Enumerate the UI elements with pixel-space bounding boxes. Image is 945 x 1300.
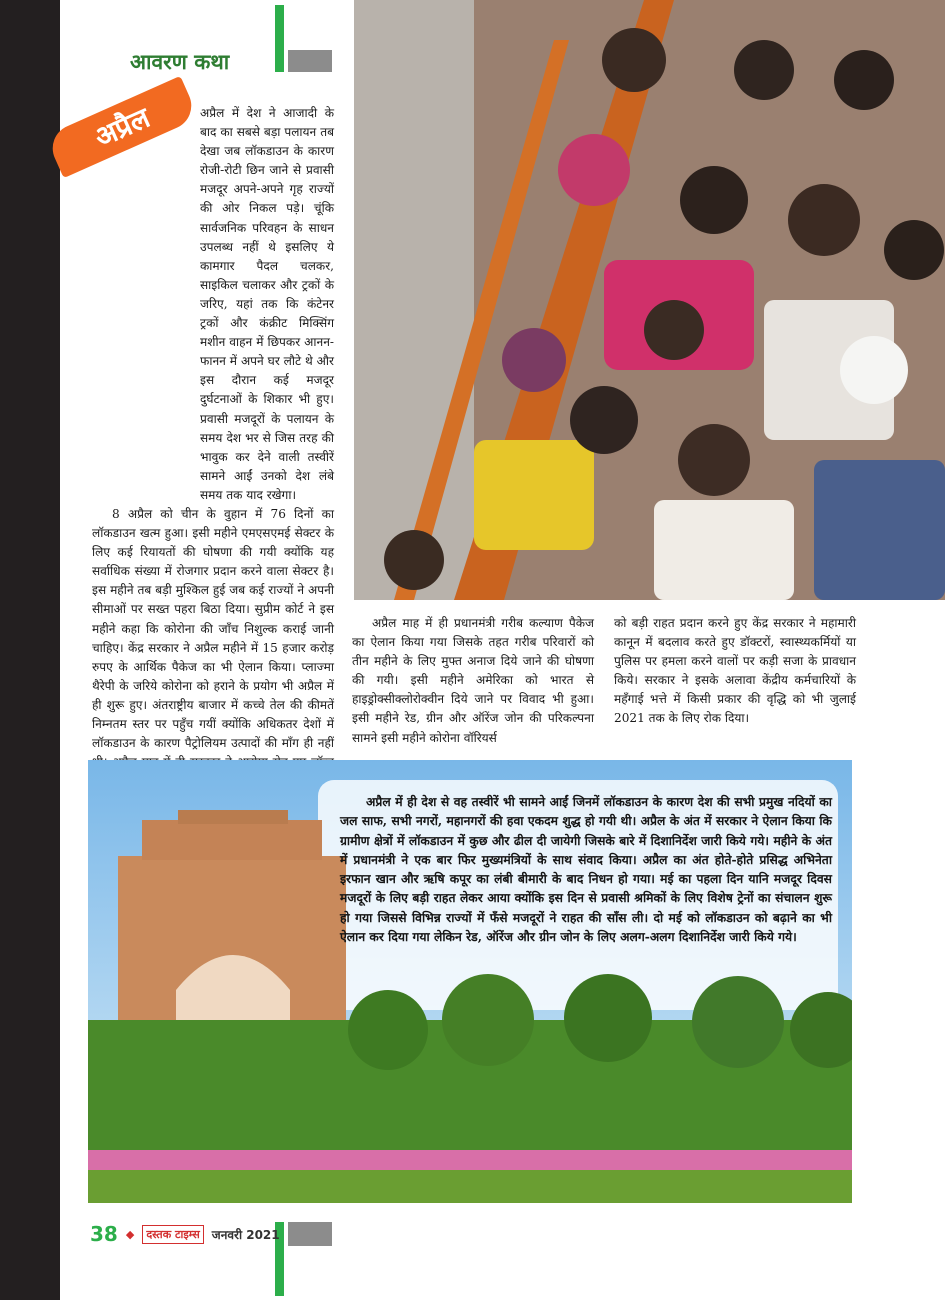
migrant-crowd-photo (354, 0, 945, 600)
left-column (92, 104, 334, 849)
footer-separator: ◆ (125, 1227, 135, 1241)
page-number: 38 (90, 1222, 118, 1246)
left-paragraph-2: 8 अप्रैल को चीन के वुहान में 76 दिनों का लॉकडाउन खत्म हुआ। इसी महीने एमएसएमई सेक्टर के लिए कई रियायतों की घोषणा की गयी क्योंकि यह सर्वाधिक संख्या में रोजगार प्रदान करने वाला सेक्टर है। इस महीने तब बड़ी मुश्किल हुई जब कई राज्यों ने अपनी सीमाओं पर सख्त पहरा बिठा दिया। सुप्रीम कोर्ट ने इस महीने कहा कि कोरोना की जाँच निशुल्क कराई जानी चाहिए। केंद्र सरकार ने अप्रैल महीने में 15 हजार करोड़ रुपए के आर्थिक पैकेज का भी ऐलान किया। प्लाज्मा थैरेपी के जरिये कोरोना को हराने के प्रयोग भी अप्रैल में ही शुरू हुए। अंतराष्ट्रीय बाजार में कच्चे तेल की कीमतें निम्नतम स्तर पर पहुँच गयीं क्योंकि अधिकतर देशों में लॉकडाउन के कारण पैट्रोलियम उत्पादों की माँग ही नहीं (92, 506, 334, 751)
left-paragraph-1: अप्रैल में देश ने आजादी के बाद का सबसे बड़ा पलायन तब देखा जब लॉकडाउन के कारण रोजी-रोटी छिन जाने से प्रवासी मजदूर अपने-अपने गृह राज्यों की ओर निकल पड़े। चूंकि सार्वजनिक परिवहन के साधन उपलब्ध नहीं थे इसलिए ये कामगार पैदल चलकर, साइकिल चलाकर और ट्रकों के जरिए, यहां तक कि कंटेनर ट्रकों और कंक्रीट मिक्सिंग मशीन वाहन में छिपकर आनन-फानन में अपने घर लौटे थे और इस दौरान कई मजदूर दुर्घटनाओं के शिकार भी हुए। प्रवासी मजदूरों के पलायन के समय देश भर से जिस तरह की भावुक कर देने वाली तस्वीरें सामने आईं उनको देश लंबे समय तक याद रखेगा। (200, 106, 334, 502)
top-grey-box (288, 50, 332, 72)
footer (90, 1222, 280, 1246)
right-column: को बड़ी राहत प्रदान करने हुए केंद्र सरकार ने महामारी कानून में बदलाव करते हुए डॉक्टरों, स्वास्थ्यकर्मियों या पुलिस पर हमला करने वालों पर कड़ी सजा के प्रावधान किये। सरकार ने इसके अलावा केंद्रीय कर्मचारियों के महँगाई भत्ते में किसी प्रकार की वृद्धि को भी जुलाई 2021 तक के लिए रोक दिया। (614, 616, 856, 726)
bottom-grey-box (288, 1222, 332, 1246)
middle-column: अप्रैल माह में ही प्रधानमंत्री गरीब कल्याण पैकेज का ऐलान किया गया जिसके तहत गरीब परिवारों को तीन महीने के लिए मुफ्त अनाज दिये जाने की घोषणा की गयी। इसी महीने अमेरिका को भारत से हाइड्रोक्सीक्लोरोक्वीन दिये जाने पर विवाद भी हुआ। इसी महीने रेड, ग्रीन और ऑरेंज जोन की परिकल्पना सामने इसी महीने कोरोना वॉरियर्स (352, 616, 594, 745)
top-green-bar (275, 5, 284, 72)
month-tag: अप्रैल (45, 76, 199, 178)
section-title: आवरण कथा (130, 50, 230, 74)
issue-date: जनवरी 2021 (211, 1227, 280, 1242)
magazine-name: दस्तक टाइम्स (142, 1225, 203, 1244)
gate-box-text (340, 792, 832, 946)
gate-box-paragraph: अप्रैल में ही देश से वह तस्वीरें भी सामने आईं जिनमें लॉकडाउन के कारण देश की सभी प्रमुख नदियों का जल साफ, सभी नगरों, महानगरों की हवा एकदम शुद्ध हो गयी थी। अप्रैल के अंत में सरकार ने ऐलान किया कि ग्रामीण क्षेत्रों में लॉकडाउन में कुछ और ढील दी जायेगी जिसके बारे में दिशानिर्देश जारी किये गये। महीने के अंत में प्रधानमंत्री ने एक बार फिर मुख्यमंत्रियों के साथ संवाद किया। अप्रैल का अंत होते-होते प्रसिद्ध अभिनेता इरफान खान और ऋषि कपूर का लंबी बीमारी के बाद निधन हो गया। मई का पहला दिन यानि मजदूर दिवस मजदूरों के लिए बड़ी राहत लेकर आया क्योंकि इस दिन से प्रवासी श्रमिकों के लिए विशेष ट्रेनों का संचालन शुरू हो गया जिससे विभिन्न राज्यों में फँसे मजदूरों ने राहत की साँस ली। दो मई को लॉकडाउन को बढ़ाने का भी ऐलान कर दिया गया लेकिन रेड, ऑरेंज और ग्रीन जोन के लिए अलग-अलग दिशानिर्देश जारी किये गये। (340, 794, 832, 945)
